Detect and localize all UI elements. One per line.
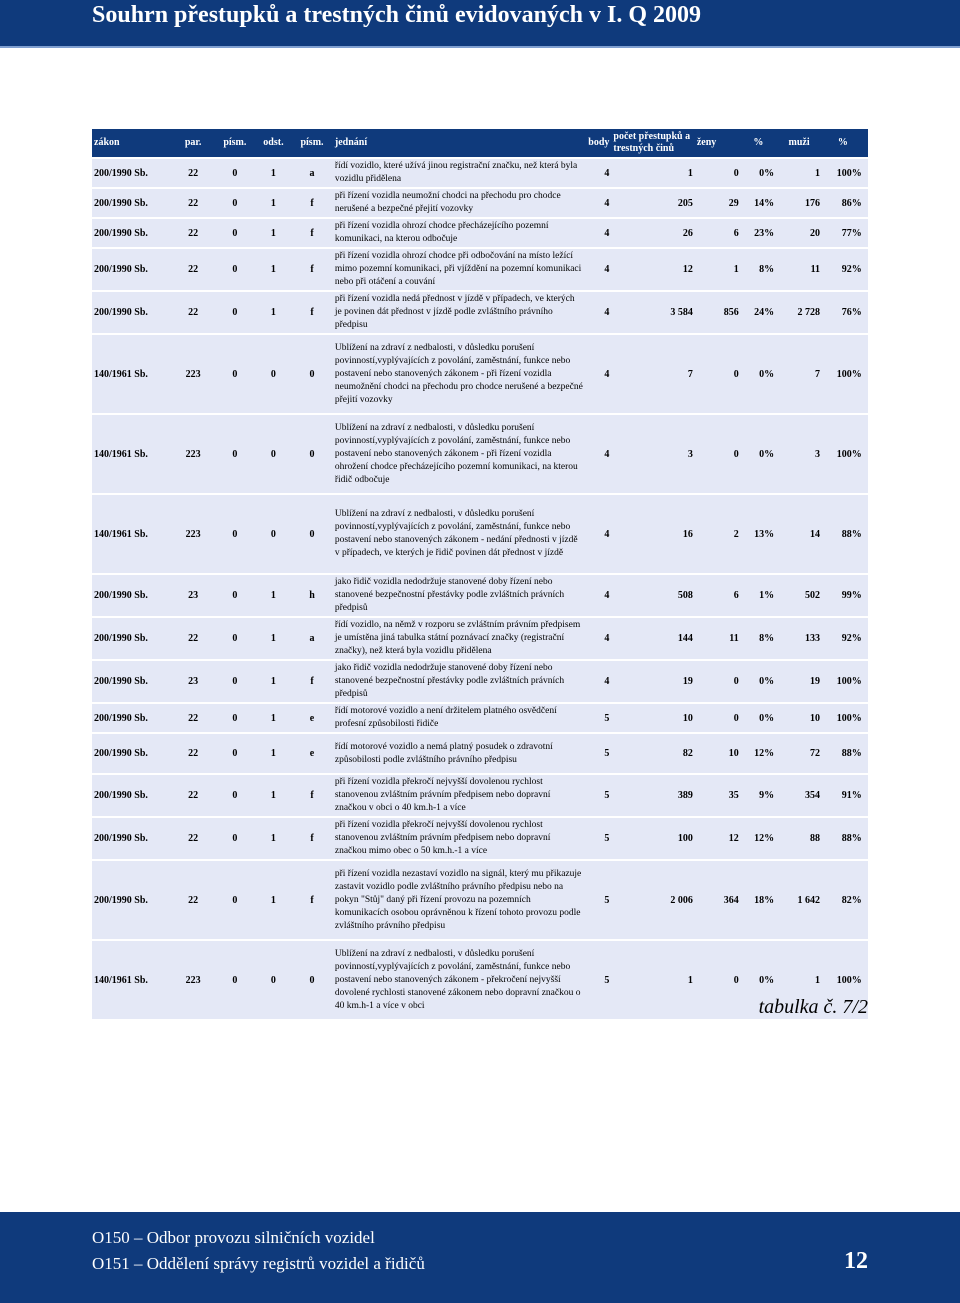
cell-pism: 0: [214, 861, 256, 939]
cell-pism2: a: [291, 159, 333, 187]
table-row: [92, 704, 868, 732]
cell-odst: 0: [256, 335, 291, 413]
cell-pocet: 144: [611, 618, 694, 659]
table-row: [92, 941, 868, 1019]
table-row: [92, 415, 868, 493]
cell-par: 22: [172, 189, 214, 217]
cell-pism: 0: [214, 189, 256, 217]
cell-zakon: 140/1961 Sb.: [92, 495, 172, 573]
cell-pism: 0: [214, 704, 256, 732]
cell-odst: 1: [256, 618, 291, 659]
table-body: [92, 159, 868, 1019]
cell-zakon: 200/1990 Sb.: [92, 704, 172, 732]
cell-pocet: 3 584: [611, 292, 694, 333]
col-header-muzi: muži: [776, 129, 822, 157]
cell-blank: [864, 495, 868, 573]
cell-jednani: Ublížení na zdraví z nedbalosti, v důsledku porušení povinností,vyplývajících z povolání, zaměstnání, funkce nebo postavení nebo stanovených zákonem - při řízení vozidla ohrožení chodce přecházejícího pozemní komunikaci, na kterou řidič odbočuje: [333, 415, 585, 493]
cell-muzi: 11: [776, 249, 822, 290]
cell-pism: 0: [214, 495, 256, 573]
cell-pism2: f: [291, 661, 333, 702]
cell-zeny: 6: [695, 219, 741, 247]
cell-pism: 0: [214, 618, 256, 659]
cell-pism2: 0: [291, 941, 333, 1019]
cell-zakon: 140/1961 Sb.: [92, 415, 172, 493]
cell-pz: 8%: [741, 618, 776, 659]
cell-par: 22: [172, 249, 214, 290]
cell-pism2: f: [291, 818, 333, 859]
cell-pocet: 10: [611, 704, 694, 732]
cell-odst: 1: [256, 775, 291, 816]
cell-odst: 1: [256, 159, 291, 187]
cell-pism: 0: [214, 335, 256, 413]
cell-jednani: při řízení vozidla překročí nejvyšší dovolenou rychlost stanovenou zvláštním právním předpisem nebo dopravní značkou v obci o 40 km.h-1 a více: [333, 775, 585, 816]
cell-pz: 0%: [741, 415, 776, 493]
cell-par: 22: [172, 159, 214, 187]
cell-zeny: 0: [695, 704, 741, 732]
cell-odst: 1: [256, 661, 291, 702]
cell-zeny: 364: [695, 861, 741, 939]
cell-odst: 1: [256, 249, 291, 290]
cell-odst: 1: [256, 575, 291, 616]
cell-muzi: 72: [776, 734, 822, 773]
cell-pocet: 82: [611, 734, 694, 773]
cell-zakon: 200/1990 Sb.: [92, 661, 172, 702]
cell-body: 4: [585, 219, 611, 247]
cell-pm: 86%: [822, 189, 864, 217]
cell-odst: 0: [256, 941, 291, 1019]
cell-zeny: 0: [695, 335, 741, 413]
table-row: [92, 775, 868, 816]
col-header-pz: %: [741, 129, 776, 157]
cell-pism2: f: [291, 219, 333, 247]
header-divider: [0, 46, 960, 48]
cell-pz: 23%: [741, 219, 776, 247]
cell-zeny: 0: [695, 941, 741, 1019]
cell-pism2: a: [291, 618, 333, 659]
cell-blank: [864, 704, 868, 732]
table-row: [92, 861, 868, 939]
cell-pz: 8%: [741, 249, 776, 290]
cell-zeny: 0: [695, 661, 741, 702]
cell-muzi: 1: [776, 159, 822, 187]
cell-odst: 1: [256, 734, 291, 773]
table-row: [92, 618, 868, 659]
cell-odst: 1: [256, 189, 291, 217]
cell-pism2: f: [291, 861, 333, 939]
cell-pism2: f: [291, 189, 333, 217]
cell-pocet: 2 006: [611, 861, 694, 939]
cell-par: 223: [172, 495, 214, 573]
cell-body: 4: [585, 575, 611, 616]
cell-par: 22: [172, 734, 214, 773]
cell-muzi: 502: [776, 575, 822, 616]
table-header: [92, 129, 868, 157]
cell-zeny: 35: [695, 775, 741, 816]
table-row: [92, 495, 868, 573]
cell-body: 5: [585, 941, 611, 1019]
cell-odst: 1: [256, 861, 291, 939]
cell-pm: 99%: [822, 575, 864, 616]
col-header-pocet: počet přestupků a trestných činů: [611, 129, 694, 157]
cell-zeny: 10: [695, 734, 741, 773]
cell-muzi: 14: [776, 495, 822, 573]
cell-pism2: f: [291, 775, 333, 816]
cell-par: 22: [172, 292, 214, 333]
cell-pism2: h: [291, 575, 333, 616]
cell-zakon: 200/1990 Sb.: [92, 159, 172, 187]
cell-pm: 88%: [822, 495, 864, 573]
col-header-pism: písm.: [214, 129, 256, 157]
col-header-zeny: ženy: [695, 129, 741, 157]
table-row: [92, 818, 868, 859]
cell-pz: 14%: [741, 189, 776, 217]
cell-body: 4: [585, 415, 611, 493]
cell-zeny: 0: [695, 159, 741, 187]
col-header-par: par.: [172, 129, 214, 157]
cell-pm: 100%: [822, 704, 864, 732]
table-row: [92, 661, 868, 702]
cell-pz: 0%: [741, 159, 776, 187]
footer-bar: [0, 1212, 960, 1303]
cell-pm: 100%: [822, 661, 864, 702]
cell-zeny: 0: [695, 415, 741, 493]
cell-body: 5: [585, 734, 611, 773]
cell-par: 22: [172, 861, 214, 939]
cell-jednani: řídí vozidlo, které užívá jinou registrační značku, než která byla vozidlu přidělena: [333, 159, 585, 187]
cell-muzi: 3: [776, 415, 822, 493]
cell-jednani: při řízení vozidla nedá přednost v jízdě v případech, ve kterých je povinen dát přednost v jízdě podle zvláštního právního předpisu: [333, 292, 585, 333]
table-row: [92, 335, 868, 413]
cell-blank: [864, 618, 868, 659]
cell-muzi: 2 728: [776, 292, 822, 333]
cell-pz: 12%: [741, 818, 776, 859]
cell-pism2: e: [291, 734, 333, 773]
cell-pz: 0%: [741, 335, 776, 413]
cell-muzi: 133: [776, 618, 822, 659]
cell-pz: 9%: [741, 775, 776, 816]
cell-body: 4: [585, 335, 611, 413]
cell-odst: 1: [256, 292, 291, 333]
cell-pism: 0: [214, 292, 256, 333]
cell-pocet: 12: [611, 249, 694, 290]
cell-body: 4: [585, 189, 611, 217]
cell-blank: [864, 575, 868, 616]
cell-jednani: při řízení vozidla překročí nejvyšší dovolenou rychlost stanovenou zvláštním právním předpisem nebo dopravní značkou mimo obec o 50 km.h.-1 a více: [333, 818, 585, 859]
cell-pism: 0: [214, 818, 256, 859]
cell-zeny: 12: [695, 818, 741, 859]
cell-par: 22: [172, 219, 214, 247]
cell-pism2: e: [291, 704, 333, 732]
cell-pism2: f: [291, 249, 333, 290]
cell-zakon: 200/1990 Sb.: [92, 734, 172, 773]
cell-pism2: f: [291, 292, 333, 333]
cell-jednani: při řízení vozidla ohrozí chodce přecházejícího pozemní komunikaci, na kterou odbočuje: [333, 219, 585, 247]
cell-zakon: 200/1990 Sb.: [92, 818, 172, 859]
cell-pm: 76%: [822, 292, 864, 333]
cell-odst: 0: [256, 495, 291, 573]
cell-pism2: 0: [291, 335, 333, 413]
cell-odst: 0: [256, 415, 291, 493]
cell-par: 22: [172, 704, 214, 732]
cell-par: 22: [172, 818, 214, 859]
table-row: [92, 189, 868, 217]
cell-pz: 13%: [741, 495, 776, 573]
cell-blank: [864, 861, 868, 939]
cell-muzi: 88: [776, 818, 822, 859]
cell-pm: 100%: [822, 159, 864, 187]
cell-zakon: 200/1990 Sb.: [92, 775, 172, 816]
cell-zakon: 140/1961 Sb.: [92, 941, 172, 1019]
cell-blank: [864, 415, 868, 493]
cell-pocet: 389: [611, 775, 694, 816]
page-title: Souhrn přestupků a trestných činů evidovaných v I. Q 2009: [92, 2, 701, 28]
cell-zeny: 11: [695, 618, 741, 659]
cell-zeny: 29: [695, 189, 741, 217]
cell-pm: 91%: [822, 775, 864, 816]
cell-zakon: 200/1990 Sb.: [92, 575, 172, 616]
cell-par: 223: [172, 335, 214, 413]
col-header-body: body: [585, 129, 611, 157]
col-header-blank: [864, 129, 868, 157]
cell-blank: [864, 249, 868, 290]
cell-muzi: 10: [776, 704, 822, 732]
cell-pz: 24%: [741, 292, 776, 333]
footer-section: O151 – Oddělení správy registrů vozidel a řidičů: [92, 1254, 425, 1273]
cell-zakon: 200/1990 Sb.: [92, 861, 172, 939]
cell-pm: 100%: [822, 941, 864, 1019]
cell-jednani: řídí motorové vozidlo a není držitelem platného osvědčení profesní způsobilosti řidiče: [333, 704, 585, 732]
cell-par: 23: [172, 575, 214, 616]
cell-pism: 0: [214, 941, 256, 1019]
cell-blank: [864, 818, 868, 859]
cell-pism: 0: [214, 775, 256, 816]
col-header-pm: %: [822, 129, 864, 157]
cell-par: 23: [172, 661, 214, 702]
cell-blank: [864, 775, 868, 816]
cell-pocet: 508: [611, 575, 694, 616]
cell-body: 4: [585, 159, 611, 187]
cell-pz: 0%: [741, 661, 776, 702]
cell-pocet: 16: [611, 495, 694, 573]
cell-pz: 0%: [741, 941, 776, 1019]
cell-pocet: 205: [611, 189, 694, 217]
cell-jednani: při řízení vozidla nezastaví vozidlo na signál, který mu přikazuje zastavit vozidlo podle zvláštního právního předpisu nebo na pokyn "Stůj" daný při řízení provozu na pozemních komunikacích osobou oprávněnou k řízení tohoto provozu podle zvláštního právního předpisu: [333, 861, 585, 939]
cell-blank: [864, 189, 868, 217]
cell-muzi: 19: [776, 661, 822, 702]
cell-pocet: 1: [611, 941, 694, 1019]
cell-body: 5: [585, 861, 611, 939]
cell-zakon: 200/1990 Sb.: [92, 618, 172, 659]
cell-pm: 88%: [822, 818, 864, 859]
cell-body: 5: [585, 818, 611, 859]
col-header-jednani: jednání: [333, 129, 585, 157]
table-caption: tabulka č. 7/2: [758, 996, 868, 1018]
col-header-zakon: zákon: [92, 129, 172, 157]
cell-odst: 1: [256, 219, 291, 247]
cell-body: 4: [585, 292, 611, 333]
cell-pism2: 0: [291, 495, 333, 573]
cell-odst: 1: [256, 704, 291, 732]
cell-blank: [864, 335, 868, 413]
cell-blank: [864, 661, 868, 702]
cell-pm: 92%: [822, 618, 864, 659]
cell-pm: 88%: [822, 734, 864, 773]
table-row: [92, 734, 868, 773]
cell-blank: [864, 734, 868, 773]
cell-zakon: 200/1990 Sb.: [92, 189, 172, 217]
col-header-odst: odst.: [256, 129, 291, 157]
cell-zeny: 2: [695, 495, 741, 573]
cell-blank: [864, 159, 868, 187]
cell-muzi: 1: [776, 941, 822, 1019]
cell-jednani: Ublížení na zdraví z nedbalosti, v důsledku porušení povinností,vyplývajících z povolání, zaměstnání, funkce nebo postavení nebo stanovených zákonem - nedání přednosti v jízdě v případech, ve kterých je řidič povinen dát přednost v jízdě: [333, 495, 585, 573]
cell-body: 4: [585, 661, 611, 702]
cell-body: 4: [585, 618, 611, 659]
cell-pism: 0: [214, 219, 256, 247]
cell-zeny: 856: [695, 292, 741, 333]
cell-jednani: Ublížení na zdraví z nedbalosti, v důsledku porušení povinností,vyplývajících z povolání, zaměstnání, funkce nebo postavení nebo stanovených zákonem - překročení nejvyšší dovolené rychlosti stanovené zákonem nebo dopravní značkou o 40 km.h-1 a více v obci: [333, 941, 585, 1019]
table-row: [92, 219, 868, 247]
cell-pocet: 100: [611, 818, 694, 859]
header-bar: [0, 0, 960, 46]
cell-pocet: 1: [611, 159, 694, 187]
cell-pm: 82%: [822, 861, 864, 939]
cell-pm: 77%: [822, 219, 864, 247]
cell-blank: [864, 219, 868, 247]
cell-muzi: 20: [776, 219, 822, 247]
cell-zakon: 140/1961 Sb.: [92, 335, 172, 413]
cell-pism2: 0: [291, 415, 333, 493]
cell-jednani: řídí vozidlo, na němž v rozporu se zvláštním právním předpisem je umístěna jiná tabulka státní poznávací značky (registrační značky), než která byla vozidlu přidělena: [333, 618, 585, 659]
cell-pm: 100%: [822, 415, 864, 493]
cell-pism: 0: [214, 415, 256, 493]
cell-body: 5: [585, 775, 611, 816]
cell-muzi: 1 642: [776, 861, 822, 939]
table-row: [92, 159, 868, 187]
cell-pm: 92%: [822, 249, 864, 290]
cell-body: 4: [585, 249, 611, 290]
cell-pocet: 26: [611, 219, 694, 247]
cell-odst: 1: [256, 818, 291, 859]
cell-blank: [864, 292, 868, 333]
cell-body: 5: [585, 704, 611, 732]
cell-pocet: 19: [611, 661, 694, 702]
cell-zeny: 6: [695, 575, 741, 616]
cell-muzi: 176: [776, 189, 822, 217]
cell-par: 223: [172, 941, 214, 1019]
cell-pism: 0: [214, 734, 256, 773]
cell-zakon: 200/1990 Sb.: [92, 249, 172, 290]
cell-zeny: 1: [695, 249, 741, 290]
table-row: [92, 249, 868, 290]
cell-par: 22: [172, 775, 214, 816]
cell-pz: 12%: [741, 734, 776, 773]
cell-jednani: Ublížení na zdraví z nedbalosti, v důsledku porušení povinností,vyplývajících z povolání, zaměstnání, funkce nebo postavení nebo stanovených zákonem - při řízení vozidla neumožnění chodci na přechodu pro chodce nerušené a bezpečné přejití vozovky: [333, 335, 585, 413]
cell-body: 4: [585, 495, 611, 573]
cell-pocet: 3: [611, 415, 694, 493]
cell-pm: 100%: [822, 335, 864, 413]
table-row: [92, 575, 868, 616]
footer-department: O150 – Odbor provozu silničních vozidel: [92, 1228, 375, 1247]
cell-par: 223: [172, 415, 214, 493]
cell-pism: 0: [214, 159, 256, 187]
cell-pocet: 7: [611, 335, 694, 413]
cell-pism: 0: [214, 661, 256, 702]
offenses-table: [92, 127, 868, 1021]
cell-muzi: 7: [776, 335, 822, 413]
table-row: [92, 292, 868, 333]
page-number: 12: [844, 1248, 868, 1274]
cell-muzi: 354: [776, 775, 822, 816]
cell-zakon: 200/1990 Sb.: [92, 219, 172, 247]
cell-jednani: při řízení vozidla neumožní chodci na přechodu pro chodce nerušené a bezpečné přejití vozovky: [333, 189, 585, 217]
cell-pz: 18%: [741, 861, 776, 939]
cell-jednani: při řízení vozidla ohrozí chodce při odbočování na místo ležící mimo pozemní komunikaci, při vjíždění na pozemní komunikaci nebo při otáčení a couvání: [333, 249, 585, 290]
cell-jednani: řídí motorové vozidlo a nemá platný posudek o zdravotní způsobilosti podle zvláštního právního předpisu: [333, 734, 585, 773]
col-header-pism2: písm.: [291, 129, 333, 157]
cell-jednani: jako řidič vozidla nedodržuje stanovené doby řízení nebo stanovené bezpečnostní přestávky podle zvláštních právních předpisů: [333, 661, 585, 702]
cell-jednani: jako řidič vozidla nedodržuje stanovené doby řízení nebo stanovené bezpečnostní přestávky podle zvláštních právních předpisů: [333, 575, 585, 616]
cell-par: 22: [172, 618, 214, 659]
cell-pism: 0: [214, 575, 256, 616]
cell-zakon: 200/1990 Sb.: [92, 292, 172, 333]
cell-pz: 0%: [741, 704, 776, 732]
cell-pism: 0: [214, 249, 256, 290]
cell-pz: 1%: [741, 575, 776, 616]
